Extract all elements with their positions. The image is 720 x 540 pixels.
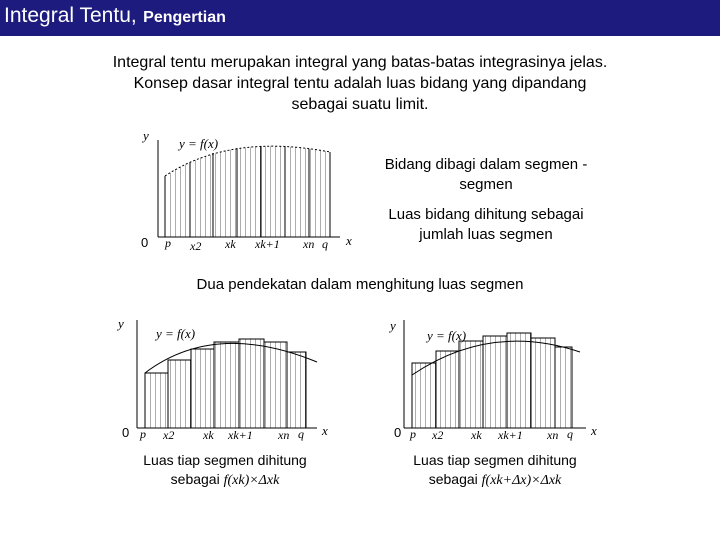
tick-label-top: x2 — [190, 239, 202, 253]
caption-right — [375, 451, 615, 490]
tick-label-left: xk — [203, 428, 214, 442]
y-axis-label-top: y — [143, 128, 149, 143]
tick-label-left: xk+1 — [228, 428, 253, 442]
y-axis-label-right: y — [390, 318, 396, 333]
caption-left-formula: f(xk)×Δxk — [223, 473, 280, 488]
caption-left-prefix: sebagai — [170, 471, 224, 487]
curve-label-right: y = f(x) — [427, 328, 467, 343]
tick-label-left: xn — [278, 428, 290, 442]
intro-line-1: Integral tentu merupakan integral yang batas-batas integrasinya jelas. — [112, 54, 608, 71]
x-axis-label-right: x — [591, 423, 597, 438]
caption-right-prefix: sebagai — [428, 471, 482, 487]
tick-label-top: xn — [303, 237, 315, 251]
caption-left — [105, 451, 345, 490]
tick-label-right: xk — [471, 428, 482, 442]
curve-label-left: y = f(x) — [156, 326, 196, 341]
caption-right-formula: f(xk+Δx)×Δxk — [481, 473, 562, 488]
slide-title-sub: Pengertian — [143, 9, 226, 26]
tick-label-left: x2 — [163, 428, 175, 442]
intro-line-3: sebagai suatu limit. — [291, 96, 429, 113]
note-segmen: Bidang dibagi dalam segmen -segmen — [384, 156, 588, 193]
area-left — [145, 339, 306, 428]
note-pendekatan: Dua pendekatan dalam menghitung luas segmen — [196, 276, 524, 293]
graph-top — [158, 140, 340, 237]
origin-label-top: 0 — [141, 235, 149, 250]
tick-label-top: q — [322, 237, 328, 251]
caption-left-line-1: Luas tiap segmen dihitung — [143, 452, 307, 468]
y-axis-label-left: y — [118, 316, 124, 331]
x-axis-label-top: x — [346, 233, 352, 248]
origin-label-right: 0 — [394, 425, 402, 440]
tick-label-right: xn — [547, 428, 559, 442]
intro-line-2: Konsep dasar integral tentu adalah luas bidang yang dipandang — [133, 75, 587, 92]
tick-label-top: xk — [225, 237, 236, 251]
origin-label-left: 0 — [122, 425, 130, 440]
tick-label-right: x2 — [432, 428, 444, 442]
tick-label-right: xk+1 — [498, 428, 523, 442]
tick-label-left: p — [140, 427, 146, 441]
slide-title-main: Integral Tentu, — [4, 4, 137, 27]
tick-label-top: p — [165, 236, 171, 250]
x-axis-label-left: x — [322, 423, 328, 438]
caption-left-line-2 — [105, 470, 345, 490]
note-luas: Luas bidang dihitung sebagai jumlah luas segmen — [388, 206, 584, 243]
caption-right-line-1: Luas tiap segmen dihitung — [413, 452, 577, 468]
caption-right-line-2 — [375, 470, 615, 490]
tick-label-right: q — [567, 427, 573, 441]
tick-label-left: q — [298, 427, 304, 441]
tick-label-top: xk+1 — [255, 237, 280, 251]
tick-label-right: p — [410, 427, 416, 441]
curve-label-top: y = f(x) — [179, 136, 219, 151]
